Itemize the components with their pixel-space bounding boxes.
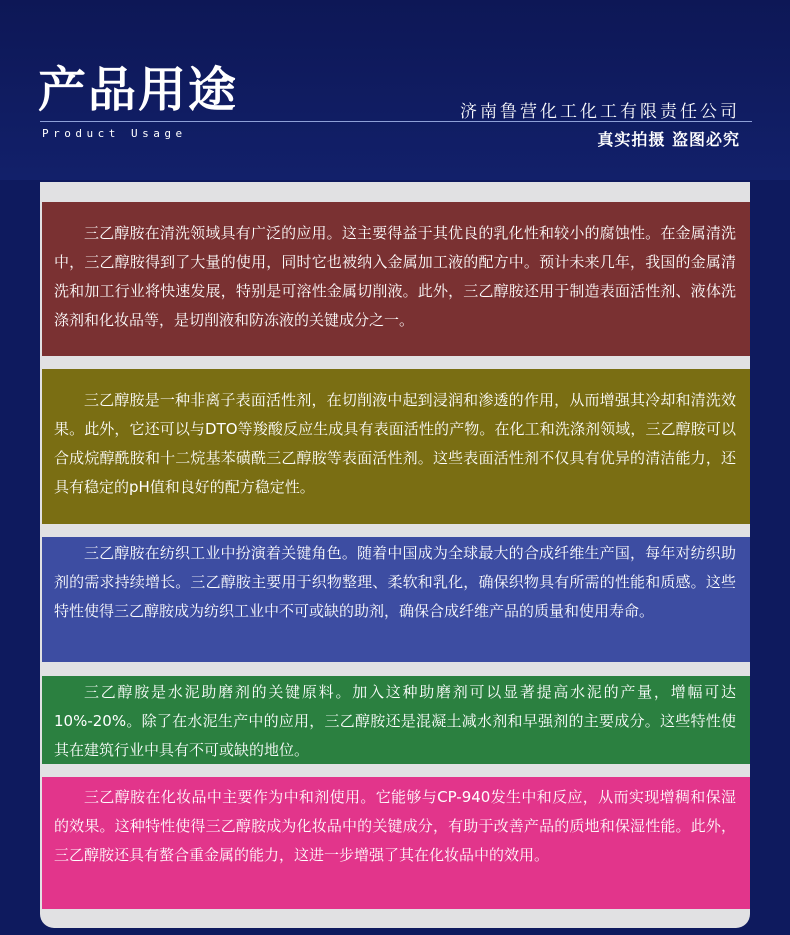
- usage-section-cosmetics: [42, 777, 750, 909]
- usage-section-cement: [42, 676, 750, 764]
- usage-text: 三乙醇胺在清洗领域具有广泛的应用。这主要得益于其优良的乳化性和较小的腐蚀性。在金属清洗中，三乙醇胺得到了大量的使用，同时它也被纳入金属加工液的配方中。预计未来几年，我国的金属清洗和加工行业将快速发展，特别是可溶性金属切削液。此外，三乙醇胺还用于制造表面活性剂、液体洗涤剂和化妆品等，是切削液和防冻液的关键成分之一。: [54, 224, 736, 329]
- usage-text: 三乙醇胺在纺织工业中扮演着关键角色。随着中国成为全球最大的合成纤维生产国，每年对纺织助剂的需求持续增长。三乙醇胺主要用于织物整理、柔软和乳化，确保织物具有所需的性能和质感。这些特性使得三乙醇胺成为纺织工业中不可或缺的助剂，确保合成纤维产品的质量和使用寿命。: [54, 544, 736, 620]
- page-subtitle: Product Usage: [42, 127, 187, 140]
- usage-section-surfactant: [42, 369, 750, 524]
- usage-text: 三乙醇胺是水泥助磨剂的关键原料。加入这种助磨剂可以显著提高水泥的产量，增幅可达10%-20%。除了在水泥生产中的应用，三乙醇胺还是混凝土减水剂和早强剂的主要成分。这些特性使其在建筑行业中具有不可或缺的地位。: [54, 683, 736, 759]
- copyright-notice: 真实拍摄 盗图必究: [597, 130, 740, 149]
- usage-text: 三乙醇胺在化妆品中主要作为中和剂使用。它能够与CP-940发生中和反应，从而实现增稠和保湿的效果。这种特性使得三乙醇胺成为化妆品中的关键成分，有助于改善产品的质地和保湿性能。此外，三乙醇胺还具有螯合重金属的能力，这进一步增强了其在化妆品中的效用。: [54, 788, 736, 864]
- page-title: 产品用途: [38, 62, 239, 118]
- usage-section-textile: [42, 537, 750, 662]
- usage-text: 三乙醇胺是一种非离子表面活性剂，在切削液中起到浸润和渗透的作用，从而增强其冷却和清洗效果。此外，它还可以与DTO等羧酸反应生成具有表面活性的产物。在化工和洗涤剂领域，三乙醇胺可以合成烷醇酰胺和十二烷基苯磺酰三乙醇胺等表面活性剂。这些表面活性剂不仅具有优异的清洁能力，还具有稳定的pH值和良好的配方稳定性。: [54, 391, 736, 496]
- company-name: 济南鲁营化工化工有限责任公司: [460, 102, 740, 122]
- usage-section-cleaning: [42, 202, 750, 356]
